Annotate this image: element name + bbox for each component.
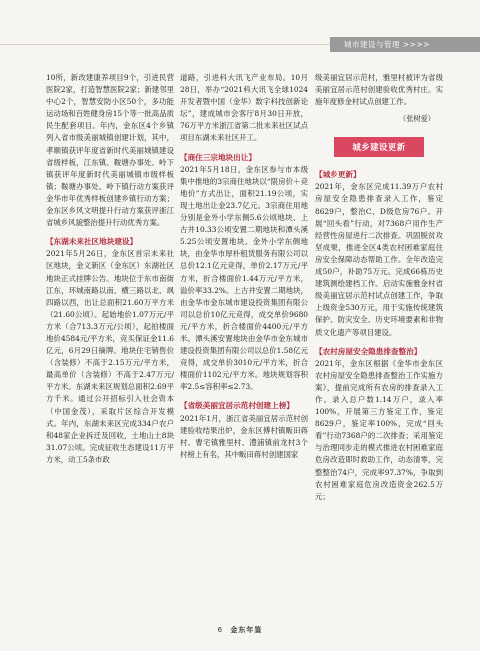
section-heading: 【省级美丽宜居示范村创建上榜】 — [180, 401, 294, 411]
page-footer — [0, 625, 480, 635]
section-header-tag: 城市建设与管理 >>>> — [330, 37, 480, 52]
paragraph: 道路，引进科大讯飞产业布局。10月28日，举办“2021科大讯飞全球1024开发者暨中国（金华）数字科技创新论坛”，建成城市会客厅8月30日开放，76万平方米浙江省第二批未来社区试点项目东湖未来社区开工。 — [180, 73, 308, 143]
chapter-banner: 城乡建设更新 — [334, 137, 424, 157]
paragraph: 级美丽宜居示范村，雅里村被评为省级美丽宜居示范村创建验收优秀村庄。实施年度修金村试点创建工作。 — [315, 73, 443, 107]
paragraph: 2021年5月26日，金东区首宗未来社区地块，金义新区（金东区）东湖社区地块正式挂牌公告。地块位于东市南街江东，环城南路以南、横三路以北、飒四路以西，出让总面积21.60万平方米（21.60公顷）。起始地价1.07万元/平方米（合713.3万元/公顷），起拍楼面地价4584元/平方米，竞买保证金11.6亿元，6月29日摘牌。地块住宅销售价（含装修）不高于2.15万元/平方米，最高单价（含装修）不高于2.47万元/平方米。东湖未来区规划总面积2.69平方千米。通过公开招标引入社会资本（中国金茂），采取片区综合开发模式。年内，东湖未来区完成334户农户和48家企业拆迁及回收，土地山土8块31.07公顷。完成征收生态建设11万平方米，动工5条市政 — [46, 249, 174, 464]
column-1 — [46, 72, 174, 466]
author-credit: （张树爱） — [399, 114, 435, 124]
top-band — [0, 0, 480, 58]
paragraph: 2021年5月18日，金东区参与市本级集中推地的3宗商住地块以“限房价＋竞地价”方式出让，面积21.19公顷，实现土地出让金23.7亿元。3宗商住用地分别是金外小学东侧5.6公顷地块、上古井10.33公顷安置二期地块和潭头溪5.25公顷安置地块。金外小学东侧地块，由金华市厚朴租赁服务有限公司以总价12.1亿元竞得，单价2.17万元/平方米，折合楼面价1.44万元/平方米，溢价率33.2%。上古井安置二期地块，由金华市金东城市建设投资集团有限公司以总价10亿元竞得，成交单价9680元/平方米，折合楼面价4400元/平方米。潭头溪安置地块由金华市金东城市建设投资集团有限公司以总价1.58亿元竞得，成交单价3010元/平方米，折合楼面价1102元/平方米。地块规划容积率2.5≤容积率≤2.73。 — [180, 164, 308, 392]
page-number: 6 — [217, 626, 223, 634]
section-heading: 【东湖未来社区地块建设】 — [46, 237, 138, 247]
column-3 — [315, 72, 443, 503]
section-heading: 【商住三宗地块出让】 — [180, 152, 256, 162]
paragraph: 10所，新改建康养项目9个，引进民营医院2家，打造智慧医院2家；新建邻里中心2个，智慧安防小区50个，多功能运动场和百姓健身房15个等一批高品质民生配套项目。年内，金东区4个乡镇列入省市级美丽城镇创建计划，其中，孝顺镇获评年度省新时代美丽城镇建设省级样板，江东镇、鞍塘办事处、岭下镇获评年度新时代美丽城镇市级样板镇；鞍塘办事处、岭下镇行动方案获评金华市年优秀样板创建乡镇行动方案；金东区乡风文明提升行动方案获评浙江省城乡风貌整治提升行动优秀方案。 — [46, 73, 174, 228]
column-2 — [180, 72, 308, 461]
paragraph: 2021年，金东区完成11.39万户农村房屋安全隐患排查录入工作，鉴定8629户，整治C、D级危房76户。开展“回头看”行动，对7368户用作生产经营性房屋进行二次排查。巩固脱贫攻坚成果，推进全区4类农村困难家庭住房安全保障动态帮助工作。全年改造完成50户，补助75万元。完成66栋历史建筑测绘建档工作。启动实施雅金村省级美丽宜居示范村试点创建工作，争取上级资金530万元，用于实施传统建筑保护、防灾安全、历史环境要素和非物质文化遗产等项目建设。 — [315, 182, 443, 337]
paragraph: 2021年，金东区根据《金华市金东区农村房屋安全隐患排查整治工作实施方案》，提前完成所有农房的排查录入工作。录入总户数1.14万户，录入率100%，开展第三方鉴定工作，鉴定8629户，鉴定率100%，完成“回头看”行动7368户的二次排查；采用鉴定与治理同步走的模式推进农村困难家庭危房改造即时救助工作，动态清零，完整整治74户，完成率97.37%，争取到农村困难家庭危房改造资金262.5万元； — [315, 358, 443, 501]
publication-brand: 金东年鉴 — [230, 626, 263, 634]
section-heading: 【城乡更新】 — [315, 170, 361, 180]
paragraph: 2021年1月，浙江省美丽宜居示范村创建验收结果出炉，金东区傅村镇畈田蒋村、曹宅镇雅里村、澧浦镇前龙村3个村榜上有名，其中畈田蒋村创建国家 — [180, 413, 308, 459]
section-heading: 【农村房屋安全隐患排查整治】 — [315, 346, 422, 356]
